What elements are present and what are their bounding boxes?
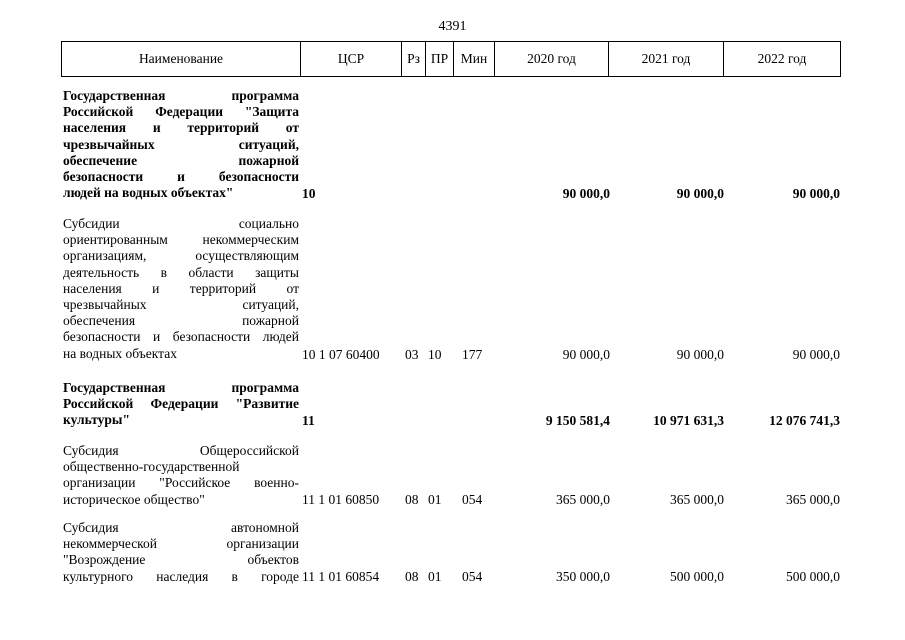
name-line: Государственная программа (63, 380, 299, 395)
name-line: ориентированным некоммерческим (63, 232, 299, 248)
table-header (61, 41, 841, 77)
row-csr: 10 1 07 60400 (302, 347, 380, 362)
row-csr: 11 1 01 60854 (302, 569, 380, 584)
name-line: безопасности и безопасности (63, 168, 299, 184)
row-2020: 365 000,0 (556, 492, 610, 507)
name-line: обеспечения пожарной (63, 313, 299, 329)
name-line: Субсидия Общероссийской (63, 443, 299, 458)
header-min: Мин (453, 42, 494, 76)
header-2020: 2020 год (494, 42, 608, 76)
header-2021: 2021 год (608, 42, 723, 76)
name-line: историческое общество" (63, 491, 205, 507)
page-number: 4391 (438, 19, 467, 34)
name-line: деятельность в области защиты (63, 264, 299, 280)
row-2022: 365 000,0 (786, 492, 840, 507)
name-line: Субсидии социально (63, 216, 299, 231)
row-name (63, 88, 299, 201)
row-2020: 90 000,0 (562, 186, 610, 201)
row-name (63, 520, 299, 585)
name-line: чрезвычайных ситуаций, (63, 296, 299, 312)
name-line: обеспечение пожарной (63, 152, 299, 168)
name-line: Государственная программа (63, 88, 299, 103)
row-min: 054 (462, 492, 483, 507)
row-name (63, 380, 299, 429)
row-pr: 01 (428, 569, 442, 584)
header-2022: 2022 год (723, 42, 840, 76)
row-2022: 12 076 741,3 (769, 413, 840, 428)
row-2022: 90 000,0 (792, 347, 840, 362)
name-line: безопасности и безопасности людей (63, 329, 299, 345)
name-line: культурного наследия в городе (63, 568, 299, 584)
header-csr: ЦСР (300, 42, 401, 76)
header-pr: ПР (425, 42, 453, 76)
name-line: общественно-государственной (63, 459, 240, 475)
row-2022: 500 000,0 (786, 569, 840, 584)
row-min: 177 (462, 347, 483, 362)
header-name: Наименование (138, 51, 224, 66)
row-min: 054 (462, 569, 483, 584)
row-name (63, 443, 299, 508)
row-2022: 90 000,0 (792, 186, 840, 201)
row-rz: 03 (405, 347, 419, 362)
header-rz: Рз (401, 42, 425, 76)
row-rz: 08 (405, 492, 419, 507)
name-line: организациям, осуществляющим (63, 248, 299, 264)
row-name (63, 216, 299, 362)
row-2020: 90 000,0 (562, 347, 610, 362)
row-rz: 08 (405, 569, 419, 584)
name-line: на водных объектах (63, 345, 177, 361)
name-line: людей на водных объектах" (63, 185, 234, 201)
row-2021: 10 971 631,3 (653, 413, 724, 428)
name-line: населения и территорий от (63, 280, 299, 296)
row-csr: 10 (302, 186, 316, 201)
name-line: Российской Федерации "Защита (63, 104, 299, 120)
name-line: "Возрождение объектов (63, 552, 299, 568)
row-pr: 10 (428, 347, 442, 362)
row-pr: 01 (428, 492, 442, 507)
row-2021: 500 000,0 (670, 569, 724, 584)
row-csr: 11 1 01 60850 (302, 492, 380, 507)
row-2020: 9 150 581,4 (545, 413, 610, 428)
name-line: Российской Федерации "Развитие (63, 396, 299, 412)
name-line: населения и территорий от (63, 120, 299, 136)
name-line: культуры" (63, 412, 130, 428)
row-2021: 365 000,0 (670, 492, 724, 507)
name-line: организации "Российское военно- (63, 475, 299, 491)
row-2021: 90 000,0 (676, 186, 724, 201)
row-2020: 350 000,0 (556, 569, 610, 584)
name-line: чрезвычайных ситуаций, (63, 136, 299, 152)
name-line: Субсидия автономной (63, 520, 299, 535)
name-line: некоммерческой организации (63, 536, 299, 552)
row-csr: 11 (302, 413, 315, 428)
row-2021: 90 000,0 (676, 347, 724, 362)
